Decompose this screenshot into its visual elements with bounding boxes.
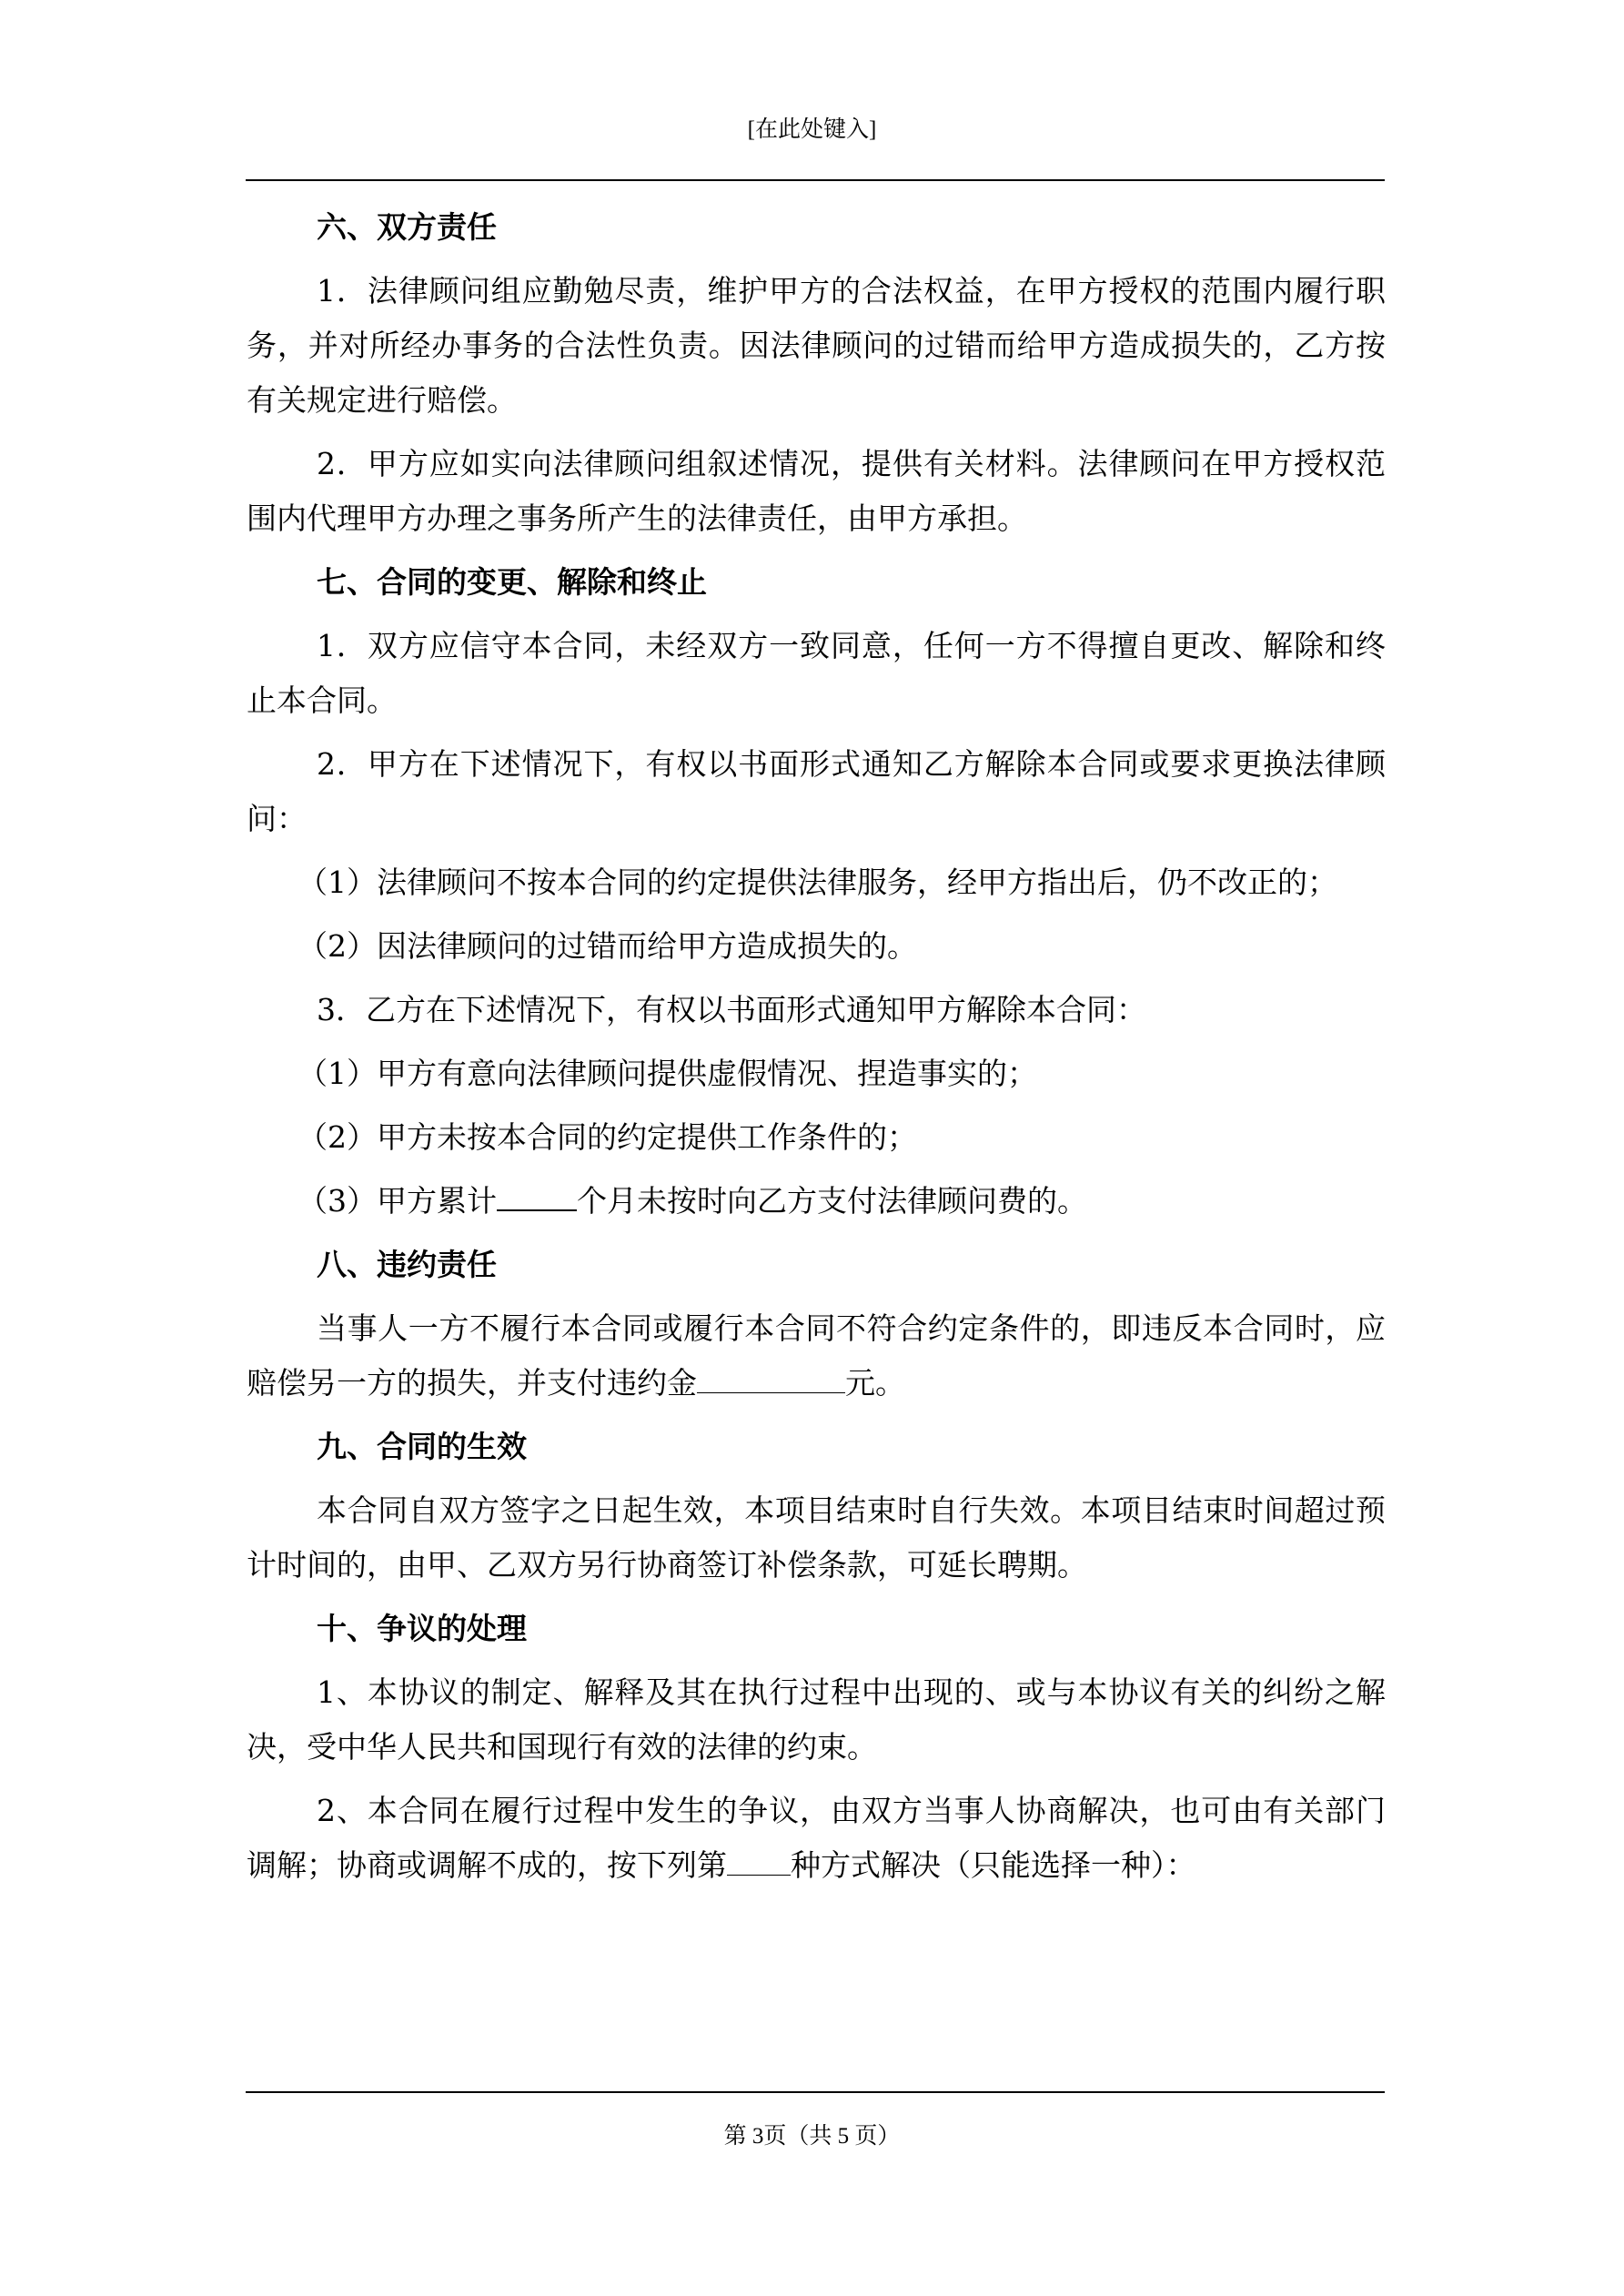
section-7-clause-3-item-2: （2）甲方未按本合同的约定提供工作条件的；: [298, 1119, 917, 1155]
header-text[interactable]: [在此处键入]: [747, 117, 877, 142]
section-10-text-end: 种方式解决（只能选择一种）：: [791, 1847, 1196, 1883]
section-6-title: 六、双方责任: [317, 209, 497, 245]
document-body: [247, 200, 1386, 1902]
penalty-amount-blank-field[interactable]: [697, 1365, 845, 1393]
section-7-title: 七、合同的变更、解除和终止: [317, 564, 707, 600]
section-10-clause-1: 1、本协议的制定、解释及其在执行过程中出现的、或与本协议有关的纠纷之解决，受中华人民共和国现行有效的法律的约束。: [247, 1674, 1386, 1765]
section-8-text-end: 元。: [845, 1365, 905, 1401]
section-10-clause-2: [247, 1784, 1386, 1893]
section-8-clause: [247, 1301, 1386, 1411]
months-blank-field[interactable]: [497, 1182, 577, 1211]
item-3-text-end: 个月未按时向乙方支付法律顾问费的。: [577, 1183, 1087, 1219]
section-7-clause-3-item-3: [247, 1174, 1386, 1229]
page-number: 第 3页（共 5 页）: [723, 2124, 901, 2149]
section-10-title: 十、争议的处理: [317, 1611, 527, 1646]
section-6-clause-2: 2．甲方应如实向法律顾问组叙述情况，提供有关材料。法律顾问在甲方授权范围内代理甲方办理之事务所产生的法律责任，由甲方承担。: [247, 446, 1386, 536]
item-3-text-start: （3）甲方累计: [298, 1183, 497, 1219]
header-rule: [246, 179, 1385, 181]
section-7-clause-2-item-1: （1）法律顾问不按本合同的约定提供法律服务，经甲方指出后，仍不改正的；: [298, 865, 1337, 900]
section-7-clause-3-item-1: （1）甲方有意向法律顾问提供虚假情况、捏造事实的；: [298, 1056, 1037, 1091]
section-9-title: 九、合同的生效: [317, 1429, 527, 1464]
dispute-method-blank-field[interactable]: [727, 1847, 791, 1876]
section-7-clause-2: 2．甲方在下述情况下，有权以书面形式通知乙方解除本合同或要求更换法律顾问：: [247, 746, 1386, 836]
section-10-text-start: 2、本合同在履行过程中发生的争议，由双方当事人协商解决，也可由有关部门调解；协商或调解不成的，按下列第: [247, 1793, 1386, 1883]
section-8-text-start: 当事人一方不履行本合同或履行本合同不符合约定条件的，即违反本合同时，应赔偿另一方的损失，并支付违约金: [247, 1310, 1386, 1401]
section-9-clause: 本合同自双方签字之日起生效，本项目结束时自行失效。本项目结束时间超过预计时间的，由甲、乙双方另行协商签订补偿条款，可延长聘期。: [247, 1492, 1386, 1583]
footer-rule: [246, 2091, 1385, 2093]
section-7-clause-1: 1．双方应信守本合同，未经双方一致同意，任何一方不得擅自更改、解除和终止本合同。: [247, 628, 1386, 718]
section-7-clause-2-item-2: （2）因法律顾问的过错而给甲方造成损失的。: [298, 928, 917, 964]
section-6-clause-1: 1．法律顾问组应勤勉尽责，维护甲方的合法权益，在甲方授权的范围内履行职务，并对所经办事务的合法性负责。因法律顾问的过错而给甲方造成损失的，乙方按有关规定进行赔偿。: [247, 273, 1386, 418]
section-8-title: 八、违约责任: [317, 1247, 497, 1282]
section-7-clause-3: 3．乙方在下述情况下，有权以书面形式通知甲方解除本合同：: [317, 992, 1146, 1027]
